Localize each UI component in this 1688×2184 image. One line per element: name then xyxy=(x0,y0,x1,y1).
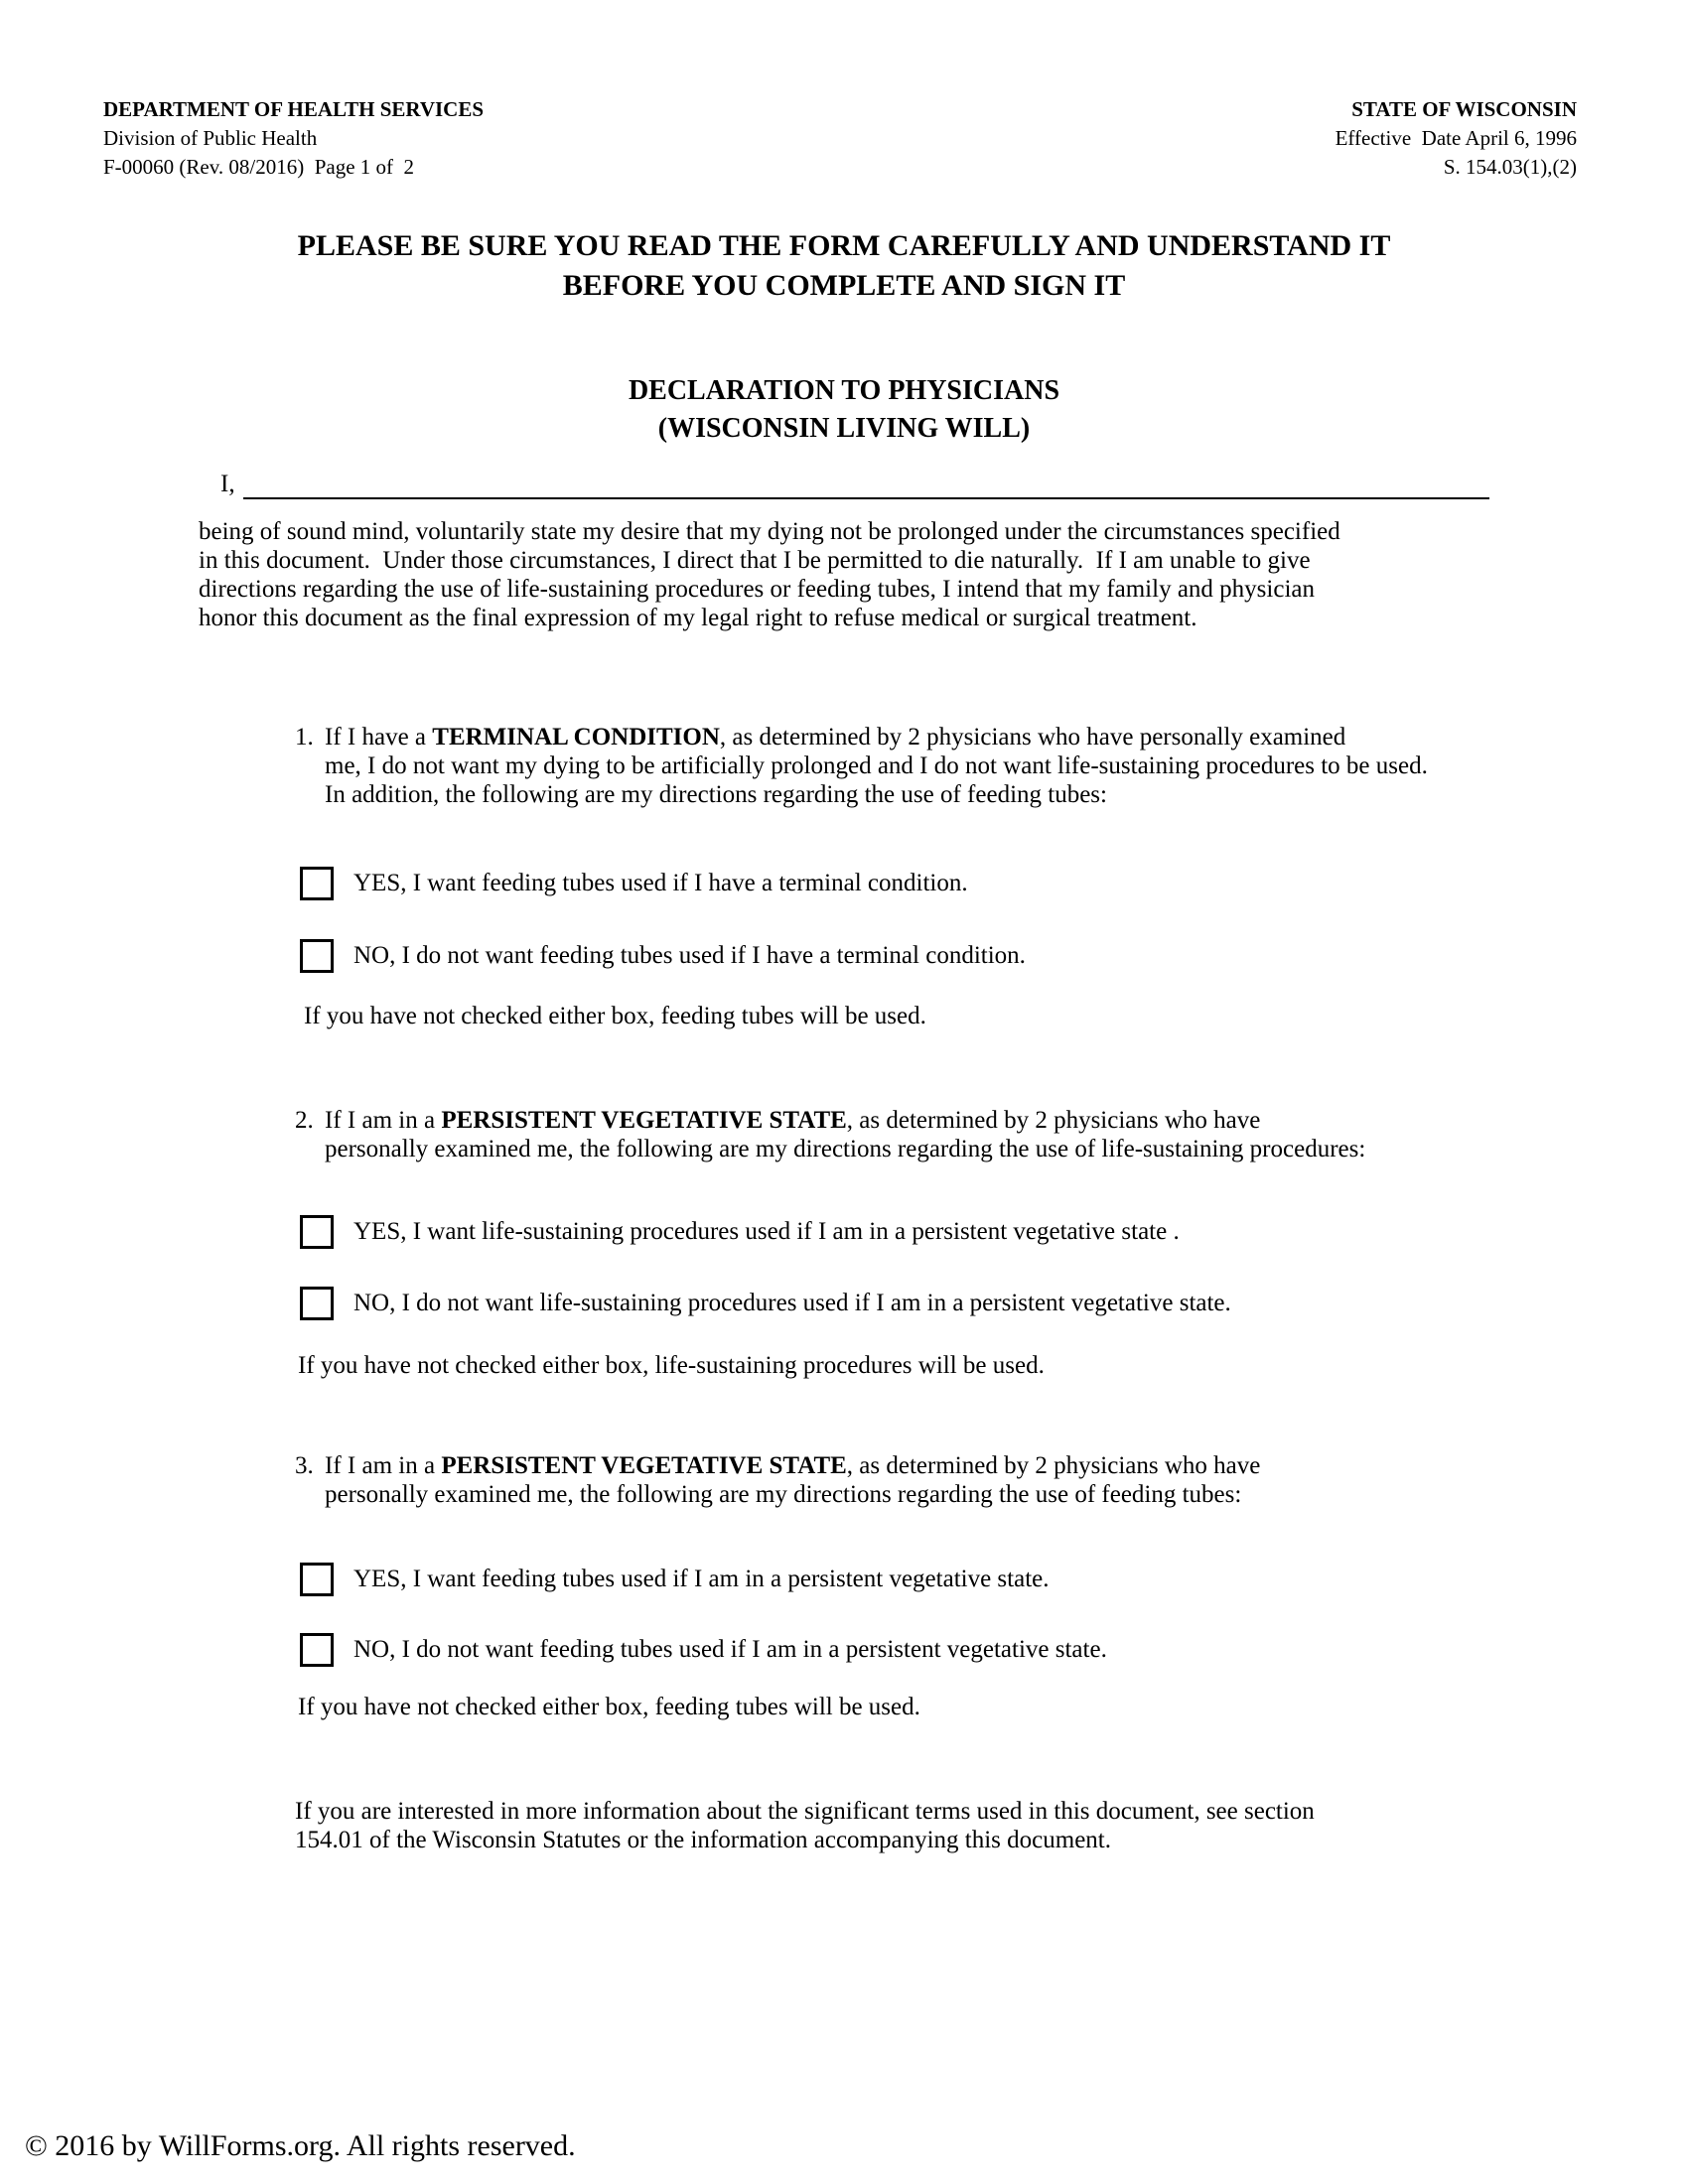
declarant-row xyxy=(220,466,1489,499)
section-1-line: If I have a TERMINAL CONDITION, as determined by 2 physicians who have personally examined xyxy=(325,724,1346,751)
intro-paragraph xyxy=(199,517,1340,632)
notice-line-1: PLEASE BE SURE YOU READ THE FORM CAREFULLY AND UNDERSTAND IT xyxy=(297,229,1391,262)
more-info-line: 154.01 of the Wisconsin Statutes or the information accompanying this document. xyxy=(295,1827,1111,1853)
section-3-no-option xyxy=(300,1631,1107,1669)
declarant-name-field[interactable] xyxy=(243,466,1489,499)
statute-reference: S. 154.03(1),(2) xyxy=(1443,155,1577,179)
section-1-statement xyxy=(295,723,1428,809)
section-3-yes-checkbox[interactable] xyxy=(300,1563,334,1596)
section-2-no-checkbox[interactable] xyxy=(300,1287,334,1320)
intro-line: in this document. Under those circumstances, I direct that I be permitted to die naturally. If I am unable to give xyxy=(199,547,1311,574)
section-2-statement xyxy=(295,1106,1365,1163)
section-3-no-label: NO, I do not want feeding tubes used if I am in a persistent vegetative state. xyxy=(353,1636,1107,1663)
notice-line-2: BEFORE YOU COMPLETE AND SIGN IT xyxy=(562,269,1126,302)
state-name: STATE OF WISCONSIN xyxy=(1351,97,1577,121)
section-3-yes-option xyxy=(300,1561,1050,1598)
section-1-number: 1. xyxy=(295,724,314,751)
section-1-no-checkbox[interactable] xyxy=(300,939,334,973)
section-2-line: If I am in a PERSISTENT VEGETATIVE STATE, as determined by 2 physicians who have xyxy=(325,1107,1261,1134)
section-2-yes-label: YES, I want life-sustaining procedures used if I am in a persistent vegetative state . xyxy=(353,1218,1180,1245)
section-1-no-option xyxy=(300,937,1026,975)
section-1-yes-label: YES, I want feeding tubes used if I have a terminal condition. xyxy=(353,870,968,896)
section-1-line: me, I do not want my dying to be artificially prolonged and I do not want life-sustaining procedures to be used. xyxy=(325,752,1428,779)
more-info-paragraph xyxy=(295,1797,1315,1854)
section-2-line: personally examined me, the following are my directions regarding the use of life-sustaining procedures: xyxy=(325,1136,1366,1162)
section-1-note: If you have not checked either box, feeding tubes will be used. xyxy=(304,1003,926,1029)
section-3-statement xyxy=(295,1451,1260,1509)
section-1-yes-checkbox[interactable] xyxy=(300,867,334,900)
section-3-line: personally examined me, the following are my directions regarding the use of feeding tubes: xyxy=(325,1481,1242,1508)
effective-date: Effective Date April 6, 1996 xyxy=(1335,126,1577,150)
header-right xyxy=(1336,95,1577,182)
section-3-number: 3. xyxy=(295,1452,314,1479)
section-2-yes-checkbox[interactable] xyxy=(300,1215,334,1249)
more-info-line: If you are interested in more information about the significant terms used in this document, see section xyxy=(295,1798,1315,1825)
section-2-note: If you have not checked either box, life-sustaining procedures will be used. xyxy=(298,1352,1045,1379)
section-3-line: If I am in a PERSISTENT VEGETATIVE STATE, as determined by 2 physicians who have xyxy=(325,1452,1261,1479)
intro-line: being of sound mind, voluntarily state my desire that my dying not be prolonged under the circumstances specified xyxy=(199,518,1340,545)
section-2-no-option xyxy=(300,1285,1231,1322)
intro-line: directions regarding the use of life-sustaining procedures or feeding tubes, I intend that my family and physician xyxy=(199,576,1315,603)
section-1-yes-option xyxy=(300,865,968,902)
declarant-prefix: I, xyxy=(220,471,235,497)
section-2-number: 2. xyxy=(295,1107,314,1134)
section-3-yes-label: YES, I want feeding tubes used if I am in a persistent vegetative state. xyxy=(353,1566,1050,1592)
form-title-line-2: (WISCONSIN LIVING WILL) xyxy=(657,413,1031,444)
division-name: Division of Public Health xyxy=(103,126,318,150)
form-title xyxy=(0,372,1688,448)
section-1-no-label: NO, I do not want feeding tubes used if I have a terminal condition. xyxy=(353,942,1026,969)
section-1-line: In addition, the following are my directions regarding the use of feeding tubes: xyxy=(325,781,1107,808)
notice-title xyxy=(0,226,1688,306)
header-left xyxy=(103,95,484,182)
section-2-yes-option xyxy=(300,1213,1180,1251)
agency-name: DEPARTMENT OF HEALTH SERVICES xyxy=(103,97,485,121)
section-2-no-label: NO, I do not want life-sustaining procedures used if I am in a persistent vegetative state. xyxy=(353,1290,1231,1316)
intro-line: honor this document as the final expression of my legal right to refuse medical or surgical treatment. xyxy=(199,605,1197,631)
form-number-page: F-00060 (Rev. 08/2016) Page 1 of 2 xyxy=(103,155,415,179)
section-3-no-checkbox[interactable] xyxy=(300,1633,334,1667)
section-3-note: If you have not checked either box, feeding tubes will be used. xyxy=(298,1694,920,1720)
copyright-notice: © 2016 by WillForms.org. All rights reserved. xyxy=(25,2129,576,2162)
form-title-line-1: DECLARATION TO PHYSICIANS xyxy=(628,375,1060,406)
